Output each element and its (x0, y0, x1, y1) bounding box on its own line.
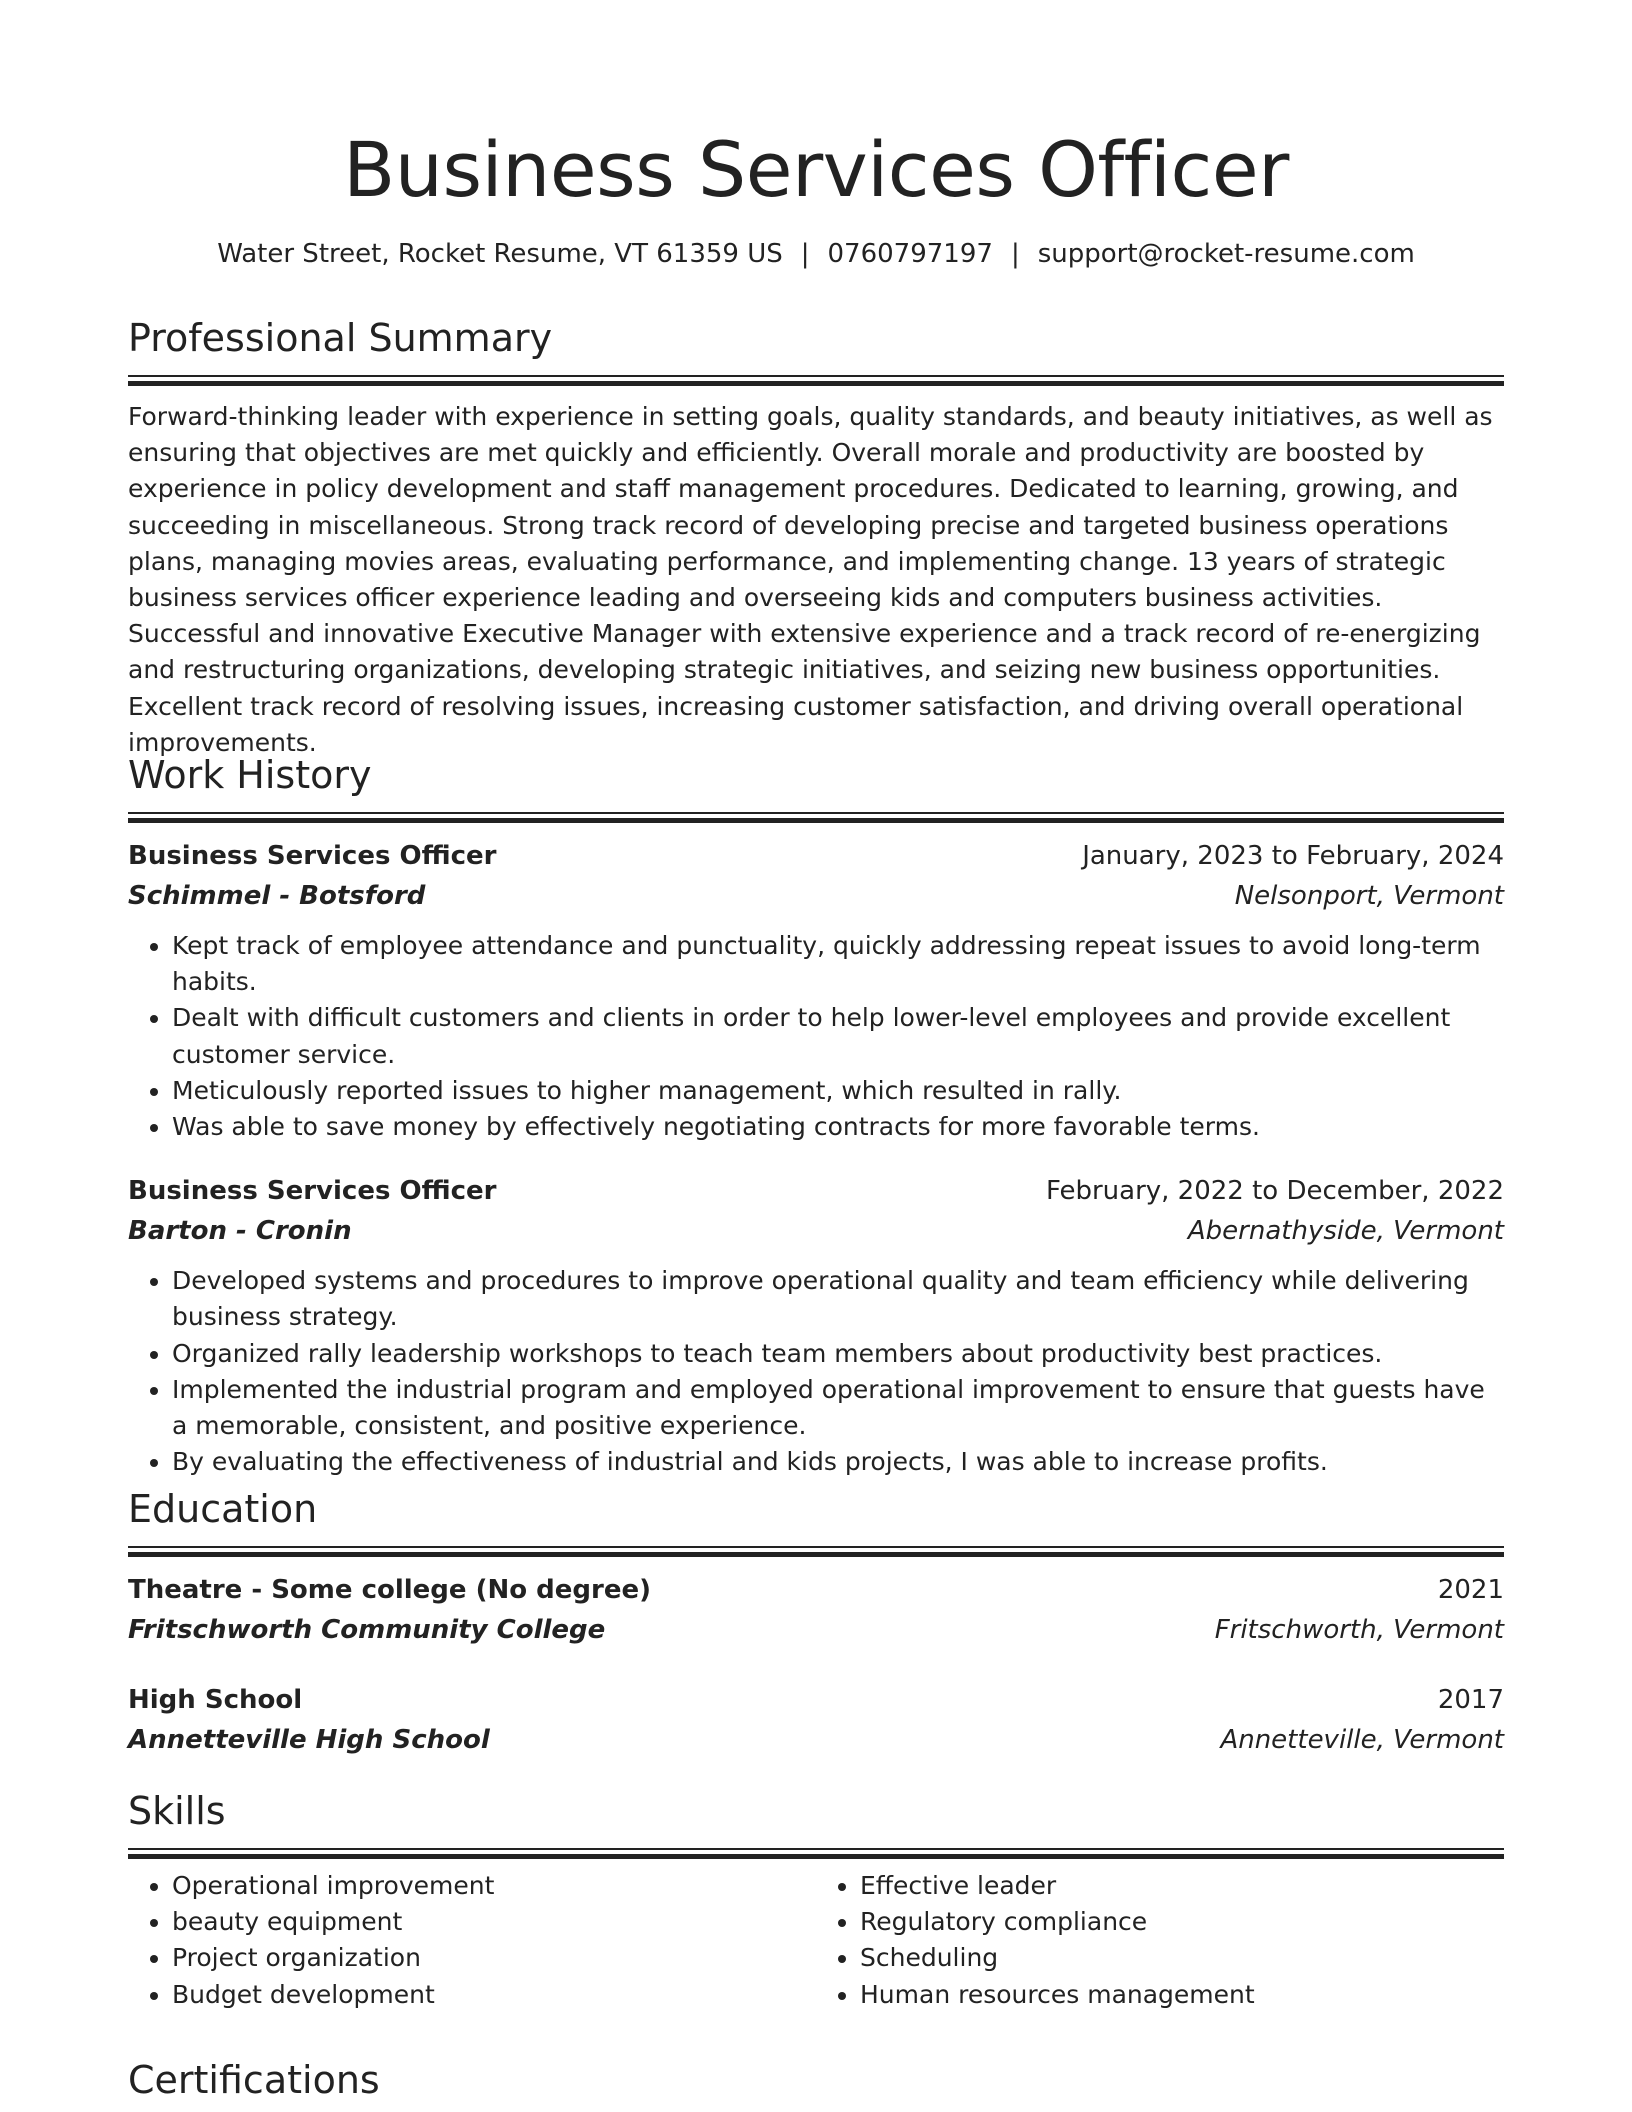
list-item: • Human resources management (860, 1977, 1504, 2013)
education-year: 2017 (1437, 1685, 1504, 1715)
contact-line (128, 236, 1504, 272)
job-dates: January, 2023 to February, 2024 (1082, 841, 1504, 871)
contact-separator: | (1010, 239, 1020, 269)
list-item: • Meticulously reported issues to higher management, which resulted in rally. (172, 1073, 1504, 1109)
job-location: Abernathyside, Vermont (1187, 1216, 1504, 1247)
job-company: Barton - Cronin (128, 1216, 352, 1247)
education-entry (128, 1680, 1504, 1760)
job-dates: February, 2022 to December, 2022 (1045, 1176, 1504, 1207)
section-title: Professional Summary (128, 316, 553, 360)
list-item: • Implemented the industrial program and employed operational improvement to ensure that guests have a memorable, consistent, and positive experience. (172, 1372, 1504, 1444)
list-item: • By evaluating the effectiveness of industrial and kids projects, I was able to increase profits. (172, 1444, 1504, 1480)
job-company-row (128, 1211, 1504, 1251)
education-entry (128, 1570, 1504, 1650)
job-entry (128, 836, 1504, 1145)
list-item: • Developed systems and procedures to improve operational quality and team efficiency while delivering business strategy. (172, 1263, 1504, 1335)
contact-phone: 0760797197 (827, 239, 993, 269)
list-item: • Kept track of employee attendance and punctuality, quickly addressing repeat issues to avoid long-term habits. (172, 928, 1504, 1000)
list-item: • Scheduling (860, 1940, 1504, 1976)
job-role: Business Services Officer (128, 1176, 497, 1207)
education-header-row (128, 1680, 1504, 1720)
list-item: • Regulatory compliance (860, 1904, 1504, 1940)
job-company: Schimmel - Botsford (128, 881, 426, 911)
job-role: Business Services Officer (128, 841, 497, 871)
job-header-row (128, 1171, 1504, 1211)
education-year: 2021 (1437, 1575, 1504, 1605)
education-school-row (128, 1610, 1504, 1650)
skills-list-left (128, 1868, 816, 2013)
list-item: • Budget development (172, 1977, 816, 2013)
list-item: • Effective leader (860, 1868, 1504, 1904)
job-bullets (128, 928, 1504, 1145)
education-degree: Theatre - Some college (No degree) (128, 1575, 651, 1605)
job-header-row (128, 836, 1504, 876)
summary-text: Forward-thinking leader with experience in setting goals, quality standards, and beauty initiatives, as well as ensuring that objectives are met quickly and efficiently. Overall morale and productivity are boosted by experience in policy development and staff management procedures. Dedicated to learning, growing, and succeeding in miscellaneous. Strong track record of developing precise and targeted business operations plans, managing movies areas, evaluating performance, and implementing change. 13 years of strategic business services officer experience leading and overseeing kids and computers business activities. Successful and innovative Executive Manager with extensive experience and a track record of re-energizing and restructuring organizations, developing strategic initiatives, and seizing new business opportunities. Excellent track record of resolving issues, increasing customer satisfaction, and driving overall operational improvements. (128, 402, 1493, 757)
job-location: Nelsonport, Vermont (1234, 881, 1504, 911)
job-entry (128, 1171, 1504, 1480)
skills-section (128, 1786, 1504, 2013)
section-title: Education (128, 1487, 318, 1531)
contact-address: Water Street, Rocket Resume, VT 61359 US (217, 239, 783, 269)
skills-list-right (816, 1868, 1504, 2013)
section-divider (128, 812, 1504, 822)
list-item: • beauty equipment (172, 1904, 816, 1940)
education-degree: High School (128, 1685, 303, 1715)
candidate-name: Business Services Officer (343, 125, 1289, 214)
skills-columns (128, 1868, 1504, 2013)
list-item: • Dealt with difficult customers and clients in order to help lower-level employees and provide excellent customer service. (172, 1000, 1504, 1072)
section-divider (128, 1848, 1504, 1858)
education-school: Fritschworth Community College (128, 1615, 606, 1645)
education-section (128, 1484, 1504, 1760)
education-location: Fritschworth, Vermont (1214, 1615, 1504, 1645)
education-header-row (128, 1570, 1504, 1610)
work-history-section (128, 750, 1504, 1480)
section-title: Certifications (128, 2058, 380, 2102)
list-item: • Project organization (172, 1940, 816, 1976)
section-divider (128, 1546, 1504, 1556)
section-divider (128, 375, 1504, 385)
list-item: • Was able to save money by effectively negotiating contracts for more favorable terms. (172, 1109, 1504, 1145)
job-bullets (128, 1263, 1504, 1480)
section-title: Work History (128, 753, 372, 797)
list-item: • Organized rally leadership workshops to teach team members about productivity best practices. (172, 1336, 1504, 1372)
certifications-section (128, 2055, 1504, 2105)
summary-section (128, 313, 1504, 761)
job-company-row (128, 876, 1504, 916)
list-item: • Operational improvement (172, 1868, 816, 1904)
education-school-row (128, 1720, 1504, 1760)
education-school: Annetteville High School (128, 1725, 490, 1755)
education-location: Annetteville, Vermont (1220, 1725, 1504, 1755)
section-title: Skills (128, 1789, 226, 1833)
contact-email[interactable]: support@rocket-resume.com (1037, 239, 1415, 269)
contact-separator: | (800, 239, 810, 269)
